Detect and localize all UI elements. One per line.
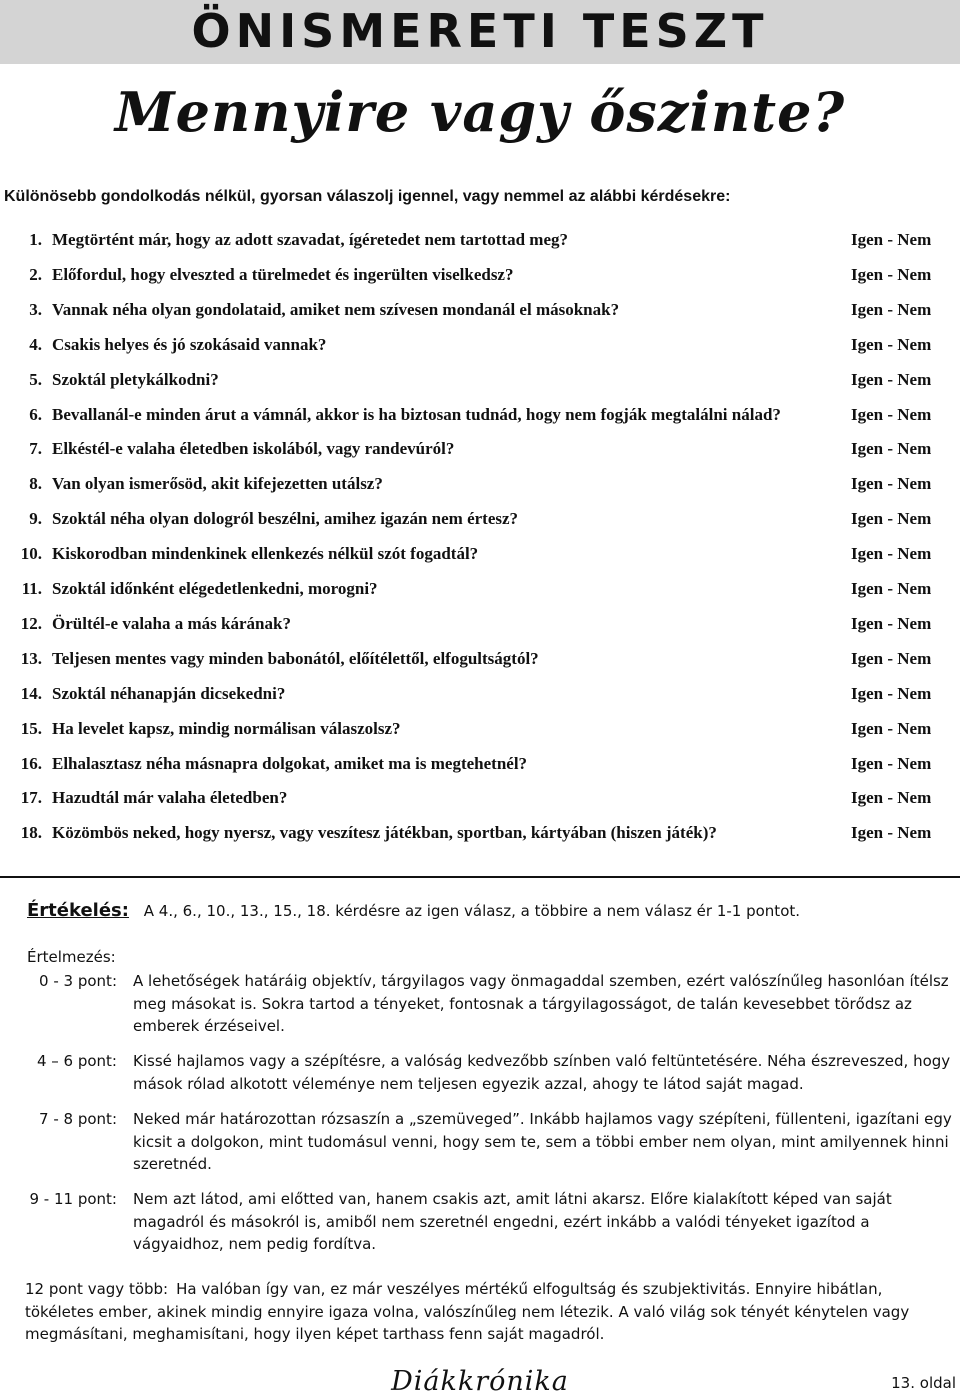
title-banner <box>0 0 960 64</box>
question-row <box>0 754 960 778</box>
question-text: Teljesen mentes vagy minden babonától, előítélettől, elfogultságtól? <box>52 648 539 668</box>
question-number: 13. <box>20 648 42 668</box>
answer-options: Igen - Nem <box>851 613 932 633</box>
question-row <box>0 579 960 603</box>
question-row <box>0 230 960 254</box>
interpretation-range: 4 – 6 pont: <box>36 1052 117 1070</box>
question-row <box>0 265 960 289</box>
question-row <box>0 474 960 498</box>
page-title: Mennyire vagy őszinte? <box>114 80 846 144</box>
section-divider <box>0 876 960 878</box>
question-number: 4. <box>29 334 42 354</box>
interpretation-range: 7 - 8 pont: <box>39 1110 117 1128</box>
question-text: Csakis helyes és jó szokásaid vannak? <box>52 334 327 354</box>
question-text: Elkéstél-e valaha életedben iskolából, vagy randevúról? <box>52 439 455 459</box>
question-row <box>0 684 960 708</box>
question-number: 6. <box>29 404 42 424</box>
question-number: 1. <box>29 230 42 249</box>
interpretation-range: 12 pont vagy több: <box>25 1280 169 1298</box>
question-number: 16. <box>20 753 42 773</box>
question-number: 8. <box>29 474 42 494</box>
magazine-logo: Diákkrónika <box>391 1366 569 1397</box>
question-text: Vannak néha olyan gondolataid, amiket nem szívesen mondanál el másoknak? <box>52 299 620 319</box>
question-number: 18. <box>20 823 42 843</box>
answer-options: Igen - Nem <box>851 230 932 249</box>
question-row <box>0 370 960 394</box>
intro-text: Különösebb gondolkodás nélkül, gyorsan válaszolj igennel, vagy nemmel az alábbi kérdésekre: <box>4 188 731 205</box>
question-text: Elhalasztasz néha másnapra dolgokat, amiket ma is megtehetnél? <box>52 753 528 773</box>
question-number: 11. <box>21 579 42 598</box>
banner-title: ÖNISMERETI TESZT <box>191 4 769 58</box>
question-row <box>0 439 960 463</box>
question-text: Megtörtént már, hogy az adott szavadat, ígéretedet nem tartottad meg? <box>52 230 569 249</box>
answer-options: Igen - Nem <box>851 579 932 598</box>
answer-options: Igen - Nem <box>851 264 932 284</box>
question-row <box>0 614 960 638</box>
interpretation-body: Ha valóban így van, ez már veszélyes mértékű elfogultság és szubjektivitás. Ennyire hibátlan, tökéletes ember, akinek mindig ennyire igaza volna, valószínűleg nem létezik. A való világ sok tényét kénytelen vagy megmásítani, meghamisítani, hogy ilyen képet tarthass fenn saját magadról. <box>25 1280 910 1343</box>
question-number: 17. <box>20 788 42 808</box>
interpretation-text: A lehetőségek határáig objektív, tárgyilagos vagy önmagaddal szemben, ezért valószínűleg hasonlóan ítélsz meg másokat is. Sokra tartod a tényeket, fontosnak a tárgyilagosságot, de talán kevesebbet törődsz az emberek érzéseivel. <box>133 972 949 1035</box>
question-text: Közömbös neked, hogy nyersz, vagy veszítesz játékban, sportban, kártyában (hiszen játék)? <box>52 823 717 843</box>
question-row <box>0 335 960 359</box>
question-text: Előfordul, hogy elveszted a türelmedet és ingerülten viselkedsz? <box>52 264 514 284</box>
answer-options: Igen - Nem <box>851 683 932 703</box>
answer-options: Igen - Nem <box>851 753 932 773</box>
answer-options: Igen - Nem <box>851 334 932 354</box>
answer-options: Igen - Nem <box>851 474 932 494</box>
question-row <box>0 788 960 812</box>
answer-options: Igen - Nem <box>851 509 932 529</box>
question-number: 3. <box>29 299 42 319</box>
question-text: Szoktál néha olyan dologról beszélni, amihez igazán nem értesz? <box>52 509 519 529</box>
question-number: 5. <box>29 369 42 389</box>
scoring-label: Értékelés: <box>27 900 129 921</box>
interpretation-text: Neked már határozottan rózsaszín a „szemüveged”. Inkább hajlamos vagy szépíteni, füllenteni, igazítani egy kicsit a dolgokon, mint tudomásul venni, hogy sem te, sem a többi ember nem olyan, mint amilyennek hinni szeretnéd. <box>133 1110 952 1173</box>
scoring-section <box>27 900 947 921</box>
interpretation-range: 0 - 3 pont: <box>39 972 117 990</box>
answer-options: Igen - Nem <box>851 823 932 843</box>
question-row <box>0 649 960 673</box>
question-text: Szoktál időnként elégedetlenkedni, morogni? <box>52 579 378 598</box>
question-number: 15. <box>20 718 42 738</box>
question-row <box>0 719 960 743</box>
question-text: Van olyan ismerősöd, akit kifejezetten utálsz? <box>52 474 383 494</box>
answer-options: Igen - Nem <box>851 648 932 668</box>
answer-options: Igen - Nem <box>851 369 932 389</box>
question-number: 10. <box>20 544 42 564</box>
answer-options: Igen - Nem <box>851 299 932 319</box>
question-row <box>0 509 960 533</box>
interpretation-text <box>25 1278 940 1346</box>
page-number: 13. oldal <box>891 1374 956 1392</box>
question-text: Kiskorodban mindenkinek ellenkezés nélkül szót fogadtál? <box>52 544 479 564</box>
interpretation-label: Értelmezés: <box>27 948 116 966</box>
interpretation-text: Kissé hajlamos vagy a szépítésre, a valóság kedvezőbb színben való feltüntetésére. Néha észreveszed, hogy mások rólad alkotott véleménye nem teljesen egyezik azzal, ahogy te látod saját magad. <box>133 1052 951 1093</box>
answer-options: Igen - Nem <box>851 439 932 459</box>
answer-options: Igen - Nem <box>851 718 932 738</box>
question-row <box>0 405 960 429</box>
answer-options: Igen - Nem <box>851 788 932 808</box>
interpretation-text: Nem azt látod, ami előtted van, hanem csakis azt, amit látni akarsz. Előre kialakított képed van saját magadról és másokról is, amiből nem szeretnél engedni, ezért inkább a valódi tényeket igazítod a vágyaidhoz, nem pedig fordítva. <box>133 1190 892 1253</box>
question-number: 2. <box>29 264 42 284</box>
question-text: Szoktál pletykálkodni? <box>52 369 219 389</box>
question-number: 9. <box>29 509 42 529</box>
scoring-text: A 4., 6., 10., 13., 15., 18. kérdésre az igen válasz, a többire a nem válasz ér 1-1 pontot. <box>143 902 801 920</box>
answer-options: Igen - Nem <box>851 404 932 424</box>
question-text: Ha levelet kapsz, mindig normálisan válaszolsz? <box>52 718 401 738</box>
question-row <box>0 544 960 568</box>
question-row <box>0 823 960 847</box>
question-text: Hazudtál már valaha életedben? <box>52 788 288 808</box>
answer-options: Igen - Nem <box>851 544 932 564</box>
question-text: Szoktál néhanapján dicsekedni? <box>52 683 286 703</box>
question-text: Örültél-e valaha a más kárának? <box>52 613 291 633</box>
question-text: Bevallanál-e minden árut a vámnál, akkor is ha biztosan tudnád, hogy nem fogják megtalálni nálad? <box>52 404 781 424</box>
question-number: 14. <box>20 683 42 703</box>
question-number: 12. <box>20 613 42 633</box>
question-number: 7. <box>29 439 42 459</box>
interpretation-range: 9 - 11 pont: <box>29 1190 117 1208</box>
question-row <box>0 300 960 324</box>
